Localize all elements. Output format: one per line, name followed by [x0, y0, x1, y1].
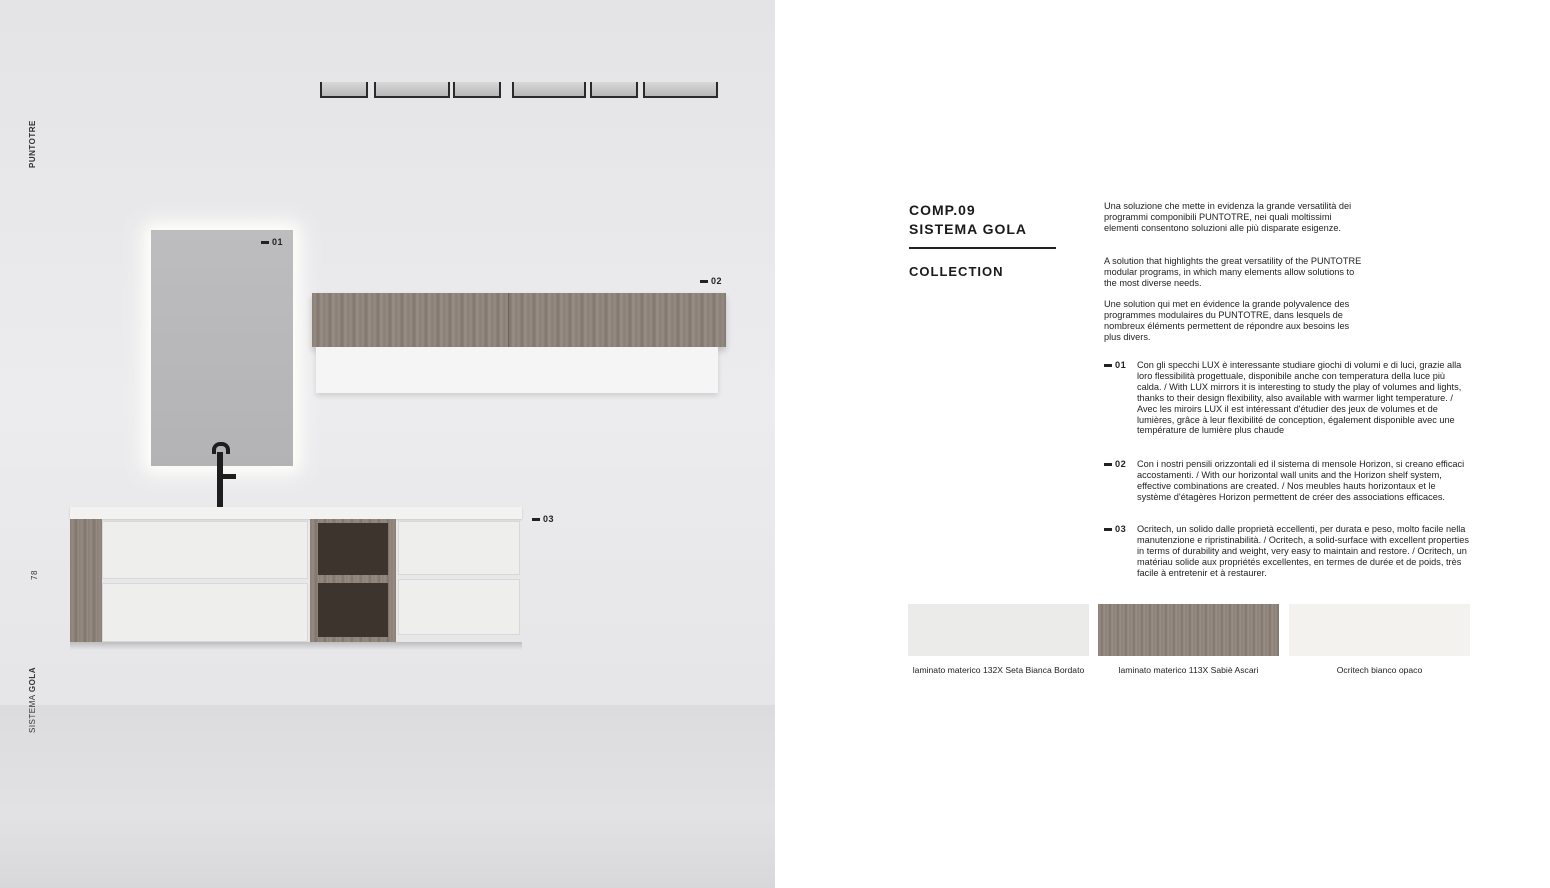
- open-compartment: [310, 519, 396, 642]
- side-brand: PUNTOTRE: [28, 120, 37, 168]
- finish-swatch: [1289, 604, 1470, 656]
- shelf-basket: [590, 82, 638, 98]
- shelf-basket: [643, 82, 718, 98]
- shelf-basket: [453, 82, 501, 98]
- side-section: SISTEMA GOLA: [28, 666, 37, 733]
- finish-swatch: [908, 604, 1089, 656]
- vanity-unit: [70, 507, 522, 642]
- shelf-basket: [374, 82, 450, 98]
- intro-english: A solution that highlights the great versatility of the PUNTOTRE modular programs, in which many elements allow solutions to the most diverse needs.: [1104, 256, 1362, 288]
- callout-01: 01: [261, 237, 283, 247]
- feature-text: Ocritech, un solido dalle proprietà eccellenti, per durata e peso, molto facile nella manutenzione e ripristinabilità. / Ocritech, a solid-surface with excellent properties in terms of durability and weight, very easy to maintain and restore. / Ocritech, un matériau solide aux propriétés excellentes, en termes de durée et de poids, très facile à entretenir et à restaurer.: [1137, 524, 1469, 578]
- intro-italian: Una soluzione che mette in evidenza la grande versatilità dei programmi componibili PUNTOTRE, nei quali moltissimi elementi consentono soluzioni alle più disparate esigenze.: [1104, 201, 1352, 233]
- horizon-shelf: [316, 347, 718, 393]
- shelf-basket: [320, 82, 368, 98]
- faucet: [212, 442, 232, 510]
- drawer: [398, 521, 520, 575]
- feature-number: 02: [1104, 459, 1126, 470]
- page-title: [909, 201, 1027, 239]
- wall-unit: [312, 293, 726, 401]
- comp-number: COMP.09: [909, 202, 976, 218]
- callout-02: 02: [700, 276, 722, 286]
- drawer: [398, 579, 520, 635]
- drawer: [102, 583, 308, 642]
- system-title: SISTEMA GOLA: [909, 221, 1028, 237]
- swatch-label: laminato materico 113X Sabiè Ascari: [1118, 665, 1259, 675]
- feature-number: 01: [1104, 360, 1126, 371]
- swatch-label: laminato materico 132X Seta Bianca Bordato: [912, 665, 1085, 675]
- finish-swatch: [1098, 604, 1279, 656]
- feature-number: 03: [1104, 524, 1126, 535]
- wood-side-panel: [70, 519, 102, 642]
- feature-text: Con i nostri pensili orizzontali ed il sistema di mensole Horizon, si creano efficaci accostamenti. / With our horizontal wall units and the Horizon shelf system, effective combinations are created. / Nos meubles hauts horizontaux et le système d'étagères Horizon permettent de créer des associations efficaces.: [1137, 459, 1465, 502]
- intro-french: Une solution qui met en évidence la grande polyvalence des programmes modulaires du PUNTOTRE, dans lesquels de nombreux éléments permettent de répondre aux besoins les plus divers.: [1104, 299, 1350, 342]
- wall-cabinet: [312, 293, 726, 347]
- title-divider: [909, 247, 1056, 249]
- shelf-basket: [512, 82, 586, 98]
- swatch-label: Ocritech bianco opaco: [1336, 665, 1423, 675]
- floor: [0, 705, 775, 888]
- drawer: [102, 521, 308, 579]
- ocritech-top: [70, 507, 522, 519]
- lux-mirror: [151, 230, 293, 466]
- callout-03: 03: [532, 514, 554, 524]
- collection-label: COLLECTION: [909, 264, 1004, 279]
- side-page-number: 78: [30, 570, 39, 580]
- feature-text: Con gli specchi LUX è interessante studiare giochi di volumi e di luci, grazie alla loro flessibilità progettuale, disponibile anche con temperatura della luce più calda. / With LUX mirrors it is interesting to study the play of volumes and lights, thanks to their design flexibility, also available with warmer light temperature. / Avec les miroirs LUX il est intéressant d'étudier des jeux de volumes et de lumières, grâce à leur flexibilité de conception, également disponible avec une température de lumière plus chaude: [1137, 360, 1462, 436]
